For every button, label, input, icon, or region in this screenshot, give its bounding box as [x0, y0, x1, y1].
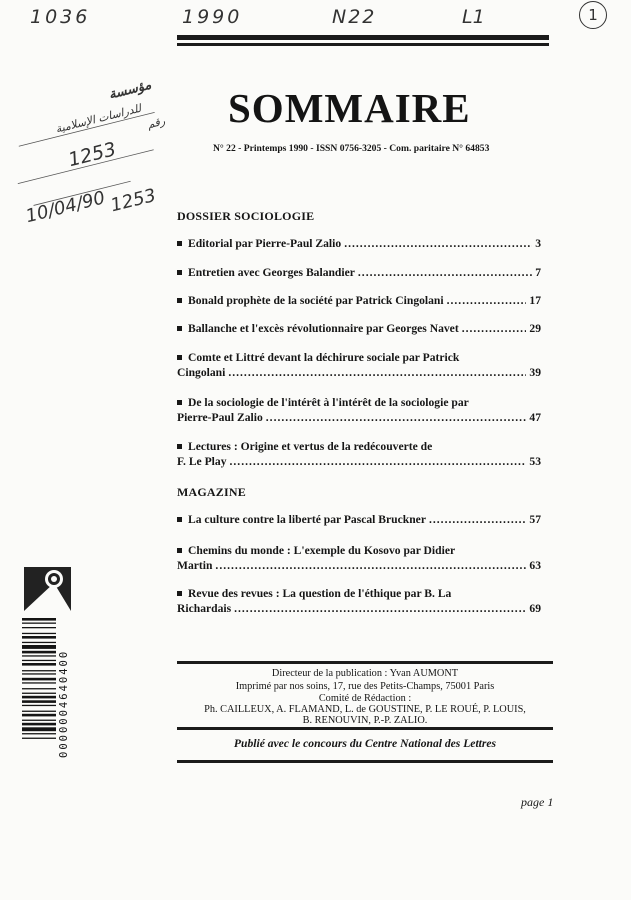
entry-page: 29 [529, 322, 541, 335]
entry-page: 39 [529, 366, 541, 379]
bullet-icon [177, 326, 182, 331]
support-notice: Publié avec le concours du Centre National des Lettres [233, 737, 497, 750]
bullet-icon [177, 591, 182, 596]
section-heading-magazine: MAGAZINE [177, 485, 246, 499]
toc-entry-culture[interactable] [177, 512, 541, 527]
entry-text: Entretien avec Georges Balandier [188, 266, 355, 279]
entry-page: 3 [535, 237, 541, 250]
library-stamp [0, 60, 230, 230]
toc-entry-balandier[interactable] [177, 265, 541, 280]
stamp-line-1: مؤسسة [107, 77, 153, 103]
barcode [22, 616, 56, 788]
credit-committee-label: Comité de Rédaction : [318, 693, 412, 704]
entry-page: 63 [529, 559, 541, 572]
entry-text: La culture contre la liberté par Pascal Bruckner [188, 513, 426, 526]
issue-info: N° 22 - Printemps 1990 - ISSN 0756-3205 - Com. paritaire N° 64853 [213, 143, 490, 154]
bullet-icon [177, 517, 182, 522]
entry-text: De la sociologie de l'intérêt à l'intérêt de la sociologie par [188, 396, 469, 409]
toc-entry-sociologie[interactable] [177, 395, 541, 425]
bullet-icon [177, 400, 182, 405]
stamp-number-1: 1253 [66, 138, 119, 172]
entry-text: Revue des revues : La question de l'éthique par B. La [188, 587, 452, 600]
publisher-logo [24, 567, 71, 611]
page-number: page 1 [521, 795, 554, 809]
entry-text-cont: Cingolani [177, 366, 226, 379]
credit-printer: Imprimé par nos soins, 17, rue des Petits-Champs, 75001 Paris [235, 681, 495, 692]
credits-rule-bottom [177, 760, 553, 763]
toc-entry-lectures[interactable] [177, 439, 541, 469]
section-heading-dossier: DOSSIER SOCIOLOGIE [177, 209, 315, 223]
entry-text: Ballanche et l'excès révolutionnaire par Georges Navet [188, 322, 459, 335]
bullet-icon [177, 548, 182, 553]
stamp-date: 10/04/90 [23, 187, 108, 228]
bullet-icon [177, 355, 182, 360]
toc-entry-ballanche[interactable] [177, 321, 541, 336]
entry-page: 47 [529, 411, 541, 424]
handwritten-issue: N22 [332, 6, 377, 28]
entry-text: Chemins du monde : L'exemple du Kosovo par Didier [188, 544, 456, 557]
handwritten-note: 1036 [30, 6, 91, 28]
barcode-number: 0000004640400 [58, 649, 70, 759]
entry-text: Lectures : Origine et vertus de la redécouverte de [188, 440, 433, 453]
credits-rule-middle [177, 727, 553, 730]
entry-text: Comte et Littré devant la déchirure sociale par Patrick [188, 351, 460, 364]
entry-text: Bonald prophète de la société par Patrick Cingolani [188, 294, 444, 307]
stamp-line-2: للدراسات الإسلامية [54, 101, 143, 136]
handwritten-mark: L1 [462, 6, 485, 28]
credit-committee-2: B. RENOUVIN, P.-P. ZALIO. [302, 715, 428, 726]
entry-page: 53 [529, 455, 541, 468]
bullet-icon [177, 298, 182, 303]
entry-page: 17 [529, 294, 541, 307]
handwritten-year: 1990 [182, 6, 243, 28]
entry-text-cont: Richardais [177, 602, 232, 615]
circled-number: 1 [579, 1, 607, 29]
bullet-icon [177, 270, 182, 275]
entry-text-cont: Pierre-Paul Zalio [177, 411, 263, 424]
stamp-line-3: رقم [145, 114, 167, 132]
credit-committee-1: Ph. CAILLEUX, A. FLAMAND, L. de GOUSTINE, P. LE ROUÉ, P. LOUIS, [204, 704, 526, 715]
toc-entry-editorial[interactable] [177, 236, 541, 251]
entry-text-cont: Martin [177, 559, 213, 572]
entry-text-cont: F. Le Play [177, 455, 227, 468]
top-rule-thin [177, 43, 549, 46]
toc-entry-kosovo[interactable] [177, 543, 541, 573]
top-rule-thick [177, 35, 549, 40]
toc-entry-bonald[interactable] [177, 293, 541, 308]
entry-page: 69 [529, 602, 541, 615]
entry-text: Editorial par Pierre-Paul Zalio [188, 237, 342, 250]
stamp-number-2: 1253 [108, 184, 159, 217]
toc-entry-comte[interactable] [177, 350, 541, 380]
credits-rule-top [177, 661, 553, 664]
toc-entry-revues[interactable] [177, 586, 541, 616]
entry-page: 57 [529, 513, 541, 526]
credit-director: Directeur de la publication : Yvan AUMONT [271, 668, 459, 679]
page-title: SOMMAIRE [228, 85, 471, 131]
bullet-icon [177, 444, 182, 449]
bullet-icon [177, 241, 182, 246]
entry-page: 7 [535, 266, 541, 279]
